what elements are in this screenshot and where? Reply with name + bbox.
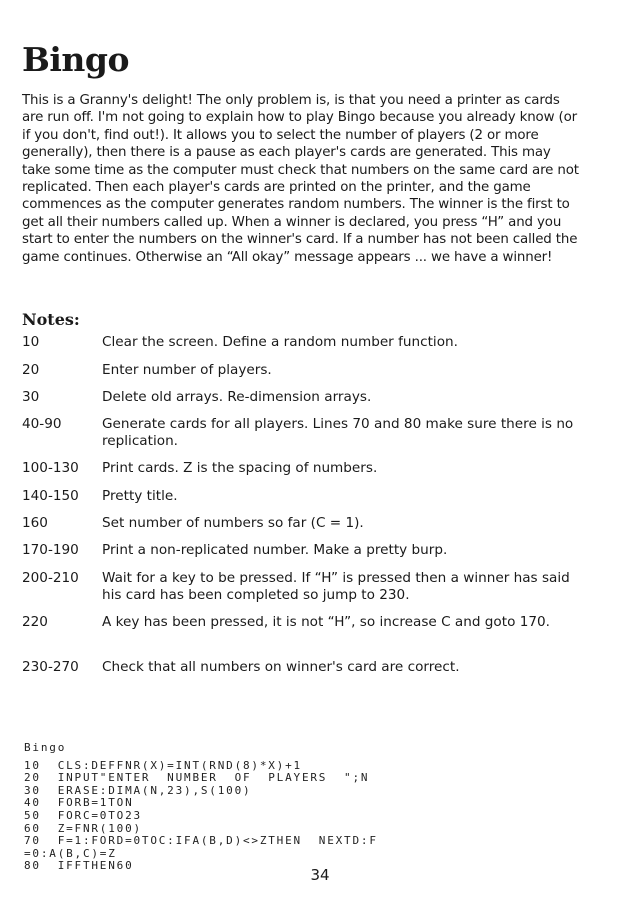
note-description: Delete old arrays. Re-dimension arrays. <box>102 389 372 405</box>
note-description: Wait for a key to be pressed. If “H” is pressed then a winner has said his card has been completed so jump to 230. <box>102 570 570 603</box>
note-description: Generate cards for all players. Lines 70 and 80 make sure there is no replication. <box>102 416 574 449</box>
code-line: 60 Z=FNR(100) <box>24 821 142 835</box>
note-description: Clear the screen. Define a random number function. <box>102 334 458 350</box>
note-line-range: 230-270 <box>22 659 79 675</box>
program-listing <box>24 742 594 873</box>
listing-title: Bingo <box>24 741 67 754</box>
note-line-range: 30 <box>22 389 40 405</box>
note-line-range: 100-130 <box>22 460 79 476</box>
note-description: Print cards. Z is the spacing of numbers. <box>102 460 378 476</box>
code-line: 20 INPUT"ENTER NUMBER OF PLAYERS ";N <box>24 771 370 785</box>
note-line-range: 200-210 <box>22 570 79 586</box>
notes-heading: Notes: <box>22 310 80 329</box>
note-line-range: 40-90 <box>22 416 62 432</box>
code-line: 30 ERASE:DIMA(N,23),S(100) <box>24 783 252 797</box>
note-line-range: 10 <box>22 334 40 350</box>
note-description: A key has been pressed, it is not “H”, so increase C and goto 170. <box>102 614 550 630</box>
note-line-range: 220 <box>22 614 48 630</box>
page-number: 34 <box>310 866 330 884</box>
code-line: 10 CLS:DEFFNR(X)=INT(RND(8)*X)+1 <box>24 758 302 772</box>
note-line-range: 160 <box>22 515 48 531</box>
code-line: 70 F=1:FORD=0TOC:IFA(B,D)<>ZTHEN NEXTD:F <box>24 834 378 848</box>
note-description: Print a non-replicated number. Make a pretty burp. <box>102 542 448 558</box>
code-line: 50 FORC=0TO23 <box>24 808 142 822</box>
code-line: 80 IFFTHEN60 <box>24 859 134 873</box>
code-line: 40 FORB=1TON <box>24 796 134 810</box>
note-description: Check that all numbers on winner's card are correct. <box>102 659 460 675</box>
page-title: Bingo <box>22 40 130 79</box>
code-line: =0:A(B,C)=Z <box>24 846 117 860</box>
note-description: Set number of numbers so far (C = 1). <box>102 515 364 531</box>
note-line-range: 170-190 <box>22 542 79 558</box>
note-description: Enter number of players. <box>102 362 272 378</box>
note-line-range: 140-150 <box>22 488 79 504</box>
note-description: Pretty title. <box>102 488 178 504</box>
note-line-range: 20 <box>22 362 40 378</box>
intro-paragraph: This is a Granny's delight! The only problem is, is that you need a printer as cards are run off. I'm not going to explain how to play Bingo because you already know (or if you don't, find out!). It allows you to select the number of players (2 or more generally), then there is a pause as each player's cards are generated. This may take some time as the computer must check that numbers on the same card are not replicated. Then each player's cards are printed on the printer, and the game commences as the computer generates random numbers. The winner is the first to get all their numbers called up. When a winner is declared, you press “H” and you start to enter the numbers on the winner's card. If a number has not been called the game continues. Otherwise an “All okay” message appears ... we have a winner! <box>22 93 579 265</box>
